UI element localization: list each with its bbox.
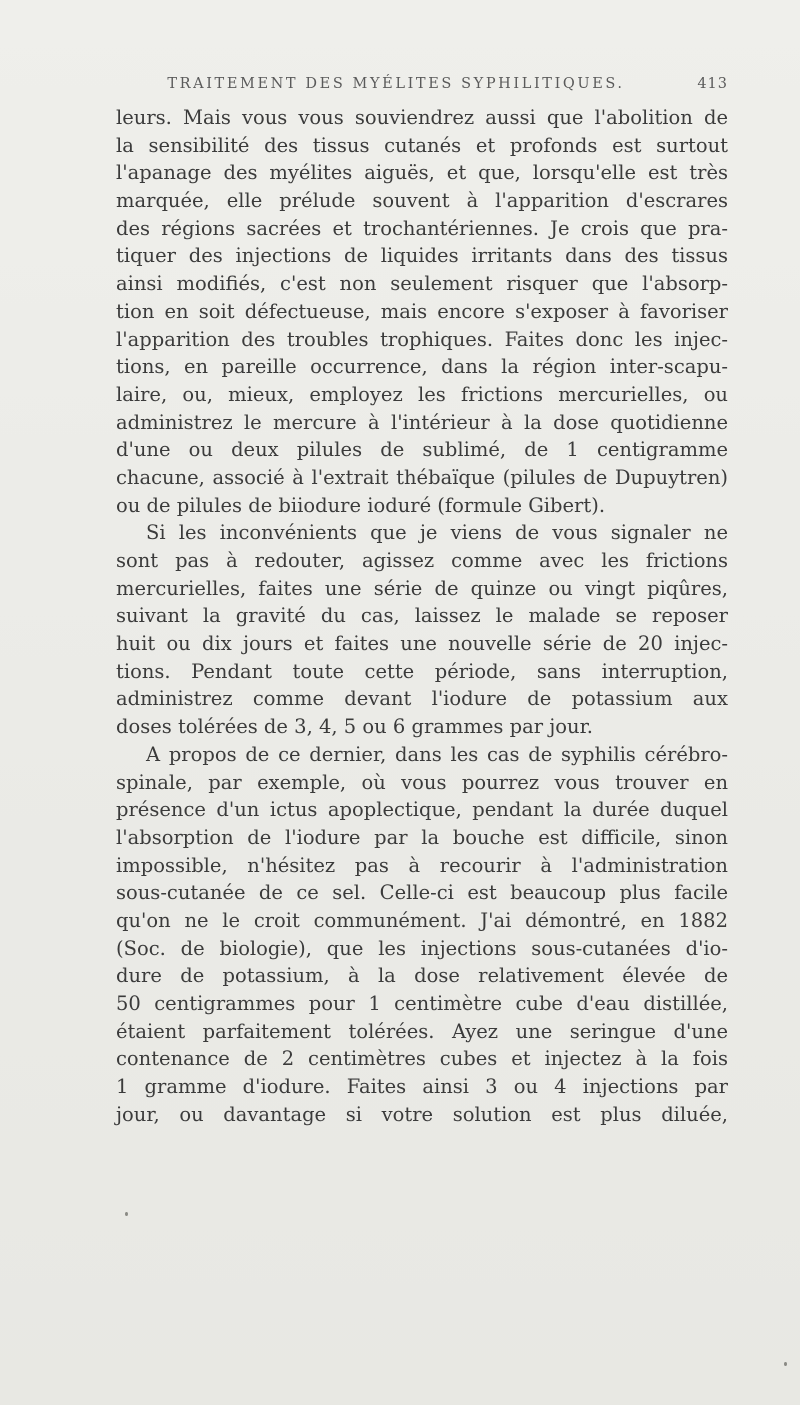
- text-line: dure de potassium, à la dose relativement élevée de: [116, 964, 728, 988]
- text-line: tions, en pareille occurrence, dans la région inter-scapu-: [116, 355, 728, 379]
- page-number: 413: [697, 76, 728, 92]
- text-line: ou de pilules de biiodure ioduré (formule Gibert).: [116, 493, 606, 517]
- text-line: suivant la gravité du cas, laissez le malade se reposer: [116, 604, 728, 628]
- text-line: 1 gramme d'iodure. Faites ainsi 3 ou 4 injections par: [116, 1075, 728, 1099]
- text-line: présence d'un ictus apoplectique, pendant la durée duquel: [116, 798, 728, 822]
- text-line: l'absorption de l'iodure par la bouche est difficile, sinon: [116, 825, 728, 849]
- text-line: sont pas à redouter, agissez comme avec les frictions: [116, 549, 728, 572]
- text-line: administrez comme devant l'iodure de potassium aux: [116, 687, 728, 711]
- text-line: spinale, par exemple, où vous pourrez vous trouver en: [116, 770, 728, 794]
- text-line: administrez le mercure à l'intérieur à la dose quotidienne: [116, 410, 728, 434]
- paper-speck: [125, 1212, 128, 1216]
- text-line: huit ou dix jours et faites une nouvelle série de 20 injec-: [116, 632, 728, 656]
- text-line: mercurielles, faites une série de quinze ou vingt piqûres,: [116, 576, 728, 600]
- paper-speck: [784, 1362, 787, 1366]
- text-line: contenance de 2 centimètres cubes et injectez à la fois: [116, 1047, 728, 1071]
- text-line: 50 centigrammes pour 1 centimètre cube d'eau distillée,: [116, 992, 728, 1015]
- text-line: qu'on ne le croit communément. J'ai démontré, en 1882: [116, 908, 728, 932]
- text-line: impossible, n'hésitez pas à recourir à l'administration: [116, 853, 728, 877]
- text-line: chacune, associé à l'extrait thébaïque (pilules de Dupuytren): [116, 465, 728, 489]
- text-line: ainsi modifiés, c'est non seulement risquer que l'absorp-: [116, 272, 728, 296]
- text-line: leurs. Mais vous vous souviendrez aussi que l'abolition de: [116, 106, 728, 129]
- text-line: A propos de ce dernier, dans les cas de syphilis cérébro-: [146, 742, 728, 766]
- text-line: tiquer des injections de liquides irritants dans des tissus: [116, 244, 728, 268]
- text-line: doses tolérées de 3, 4, 5 ou 6 grammes par jour.: [116, 715, 593, 739]
- text-line: l'apparition des troubles trophiques. Faites donc les injec-: [116, 327, 728, 351]
- running-title: TRAITEMENT DES MYÉLITES SYPHILITIQUES.: [167, 76, 625, 92]
- text-line: l'apanage des myélites aiguës, et que, lorsqu'elle est très: [116, 161, 728, 185]
- text-line: marquée, elle prélude souvent à l'apparition d'escrares: [116, 189, 728, 213]
- text-line: étaient parfaitement tolérées. Ayez une seringue d'une: [116, 1019, 728, 1043]
- running-head: [116, 76, 728, 102]
- text-line: sous-cutanée de ce sel. Celle-ci est beaucoup plus facile: [116, 881, 728, 905]
- text-line: d'une ou deux pilules de sublimé, de 1 centigramme: [116, 438, 728, 462]
- text-line: laire, ou, mieux, employez les frictions mercurielles, ou: [116, 382, 728, 406]
- text-line: Si les inconvénients que je viens de vous signaler ne: [146, 521, 728, 545]
- body-text: [116, 104, 728, 1128]
- text-line: (Soc. de biologie), que les injections sous-cutanées d'io-: [116, 936, 728, 960]
- text-line: jour, ou davantage si votre solution est plus diluée,: [116, 1102, 728, 1126]
- text-line: tion en soit défectueuse, mais encore s'exposer à favoriser: [116, 299, 728, 323]
- text-line: la sensibilité des tissus cutanés et profonds est surtout: [116, 133, 728, 157]
- text-line: des régions sacrées et trochantériennes. Je crois que pra-: [116, 216, 728, 240]
- text-line: tions. Pendant toute cette période, sans interruption,: [116, 659, 728, 683]
